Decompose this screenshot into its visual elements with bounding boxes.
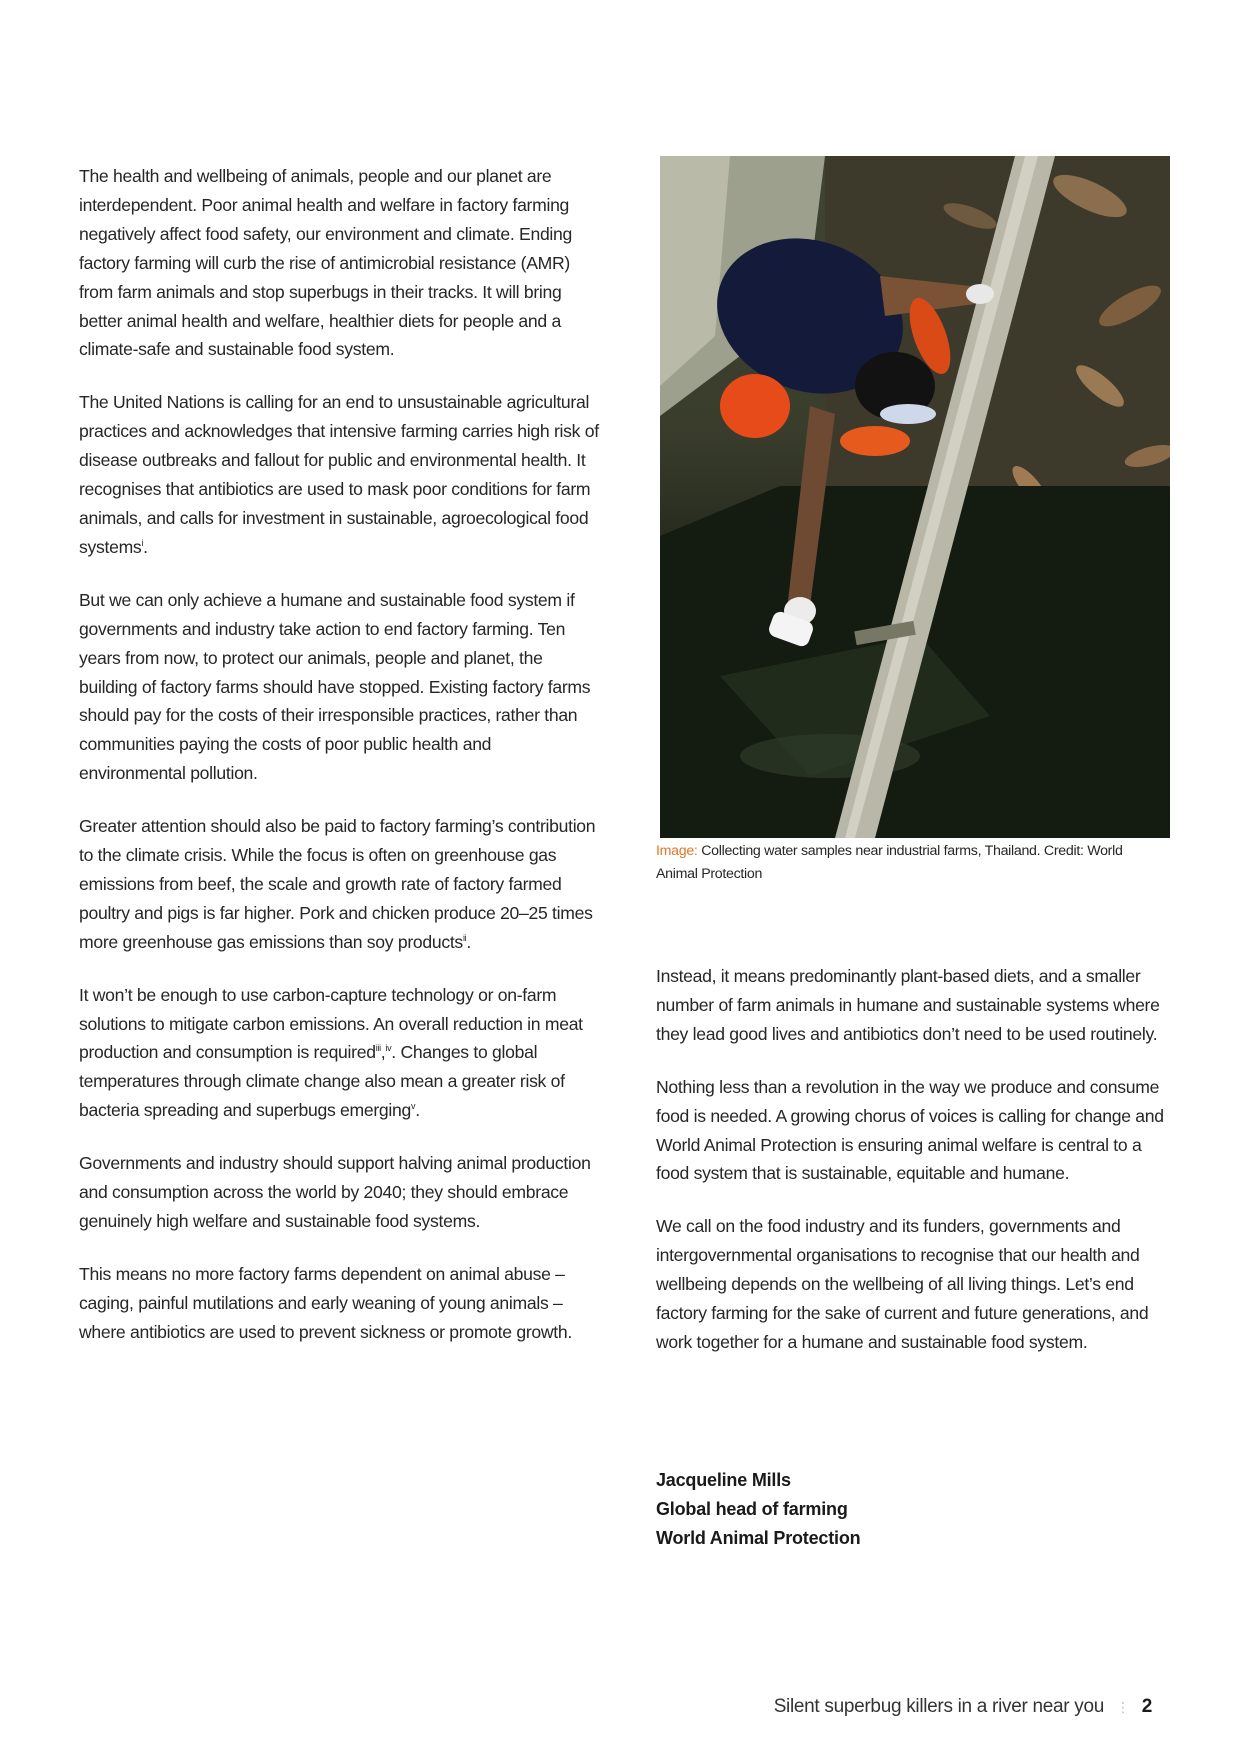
photo-illustration <box>660 156 1170 838</box>
caption-label: Image: <box>656 843 698 859</box>
paragraph-revolution: Nothing less than a revolution in the way we produce and consume food is needed. A growing chorus of voices is calling for change and World Animal Protection is ensuring animal welfare is central to a food system that is sustainable, equitable and humane. <box>656 1076 1164 1184</box>
image-caption <box>656 840 1166 886</box>
paragraph-halving-production: Governments and industry should support halving animal production and consumption across the world by 2040; they should embrace genuinely high welfare and sustainable food systems. <box>79 1153 591 1231</box>
page-footer <box>774 1696 1152 1718</box>
paragraph-no-more-factory-farms: This means no more factory farms dependent on animal abuse – caging, painful mutilations and early weaning of young animals – where antibiotics are used to prevent sickness or promote growth. <box>79 1263 572 1342</box>
footnote-ref: iii <box>375 1043 381 1054</box>
caption-text: Collecting water samples near industrial farms, Thailand. Credit: World Animal Protection <box>656 843 1123 882</box>
paragraph-carbon-capture: It won’t be enough to use carbon-capture technology or on-farm solutions to mitigate carbon emissions. An overall reduction in meat production and consumption is required$^{iii}$,$^{iv}$. Changes to global temperatures through climate change also mean a greater risk of bacteria spreading and superbugs emerging$^v$. <box>79 984 583 1121</box>
right-column <box>656 962 1176 1381</box>
signature-role: Global head of farming <box>656 1499 848 1519</box>
signature-block <box>656 1466 860 1553</box>
footnote-ref: i <box>141 538 144 549</box>
paragraph-end-factory-farming: But we can only achieve a humane and sustainable food system if governments and industry take action to end factory farming. Ten years from now, to protect our animals, people and planet, the building of factory farms should have stopped. Existing factory farms should pay for the costs of their irresponsible practices, rather than communities paying the costs of poor public health and environmental pollution. <box>79 589 591 784</box>
footnote-ref: ii <box>462 932 467 943</box>
page-number: 2 <box>1141 1696 1152 1717</box>
signature-organisation: World Animal Protection <box>656 1528 861 1548</box>
footer-separator: ⋮ <box>1116 1698 1130 1715</box>
signature-name: Jacqueline Mills <box>656 1470 791 1490</box>
paragraph-intro: The health and wellbeing of animals, people and our planet are interdependent. Poor animal health and welfare in factory farming negatively affect food safety, our environment and climate. Ending factory farming will curb the rise of antimicrobial resistance (AMR) from farm animals and stop superbugs in their tracks. It will bring better animal health and welfare, healthier diets for people and a climate-safe and sustainable food system. <box>79 166 573 360</box>
paragraph-call-to-action: We call on the food industry and its funders, governments and intergovernmental organisations to recognise that our health and wellbeing depends on the wellbeing of all living things. Let’s end factory farming for the sake of current and future generations, and work together for a humane and sustainable food system. <box>656 1216 1149 1352</box>
paragraph-plant-based: Instead, it means predominantly plant-based diets, and a smaller number of farm animals in humane and sustainable systems where they lead good lives and antibiotics don’t need to be used routinely. <box>656 966 1160 1044</box>
footnote-ref: v <box>410 1101 416 1112</box>
left-column <box>79 162 599 1371</box>
paragraph-climate-crisis: Greater attention should also be paid to factory farming’s contribution to the climate crisis. While the focus is often on greenhouse gas emissions from beef, the scale and growth rate of factory farmed poultry and pigs is far higher. Pork and chicken produce 20–25 times more greenhouse gas emissions than soy products$^{ii}$. <box>79 816 596 952</box>
water-sampling-photo <box>660 156 1170 838</box>
paragraph-united-nations: The United Nations is calling for an end to unsustainable agricultural practices and acknowledges that intensive farming carries high risk of disease outbreaks and fallout for public and environmental health. It recognises that antibiotics are used to mask poor conditions for farm animals, and calls for investment in sustainable, agroecological food systems$^i$. <box>79 392 599 557</box>
footnote-ref: iv <box>385 1043 392 1054</box>
footer-title: Silent superbug killers in a river near you <box>773 1696 1105 1717</box>
